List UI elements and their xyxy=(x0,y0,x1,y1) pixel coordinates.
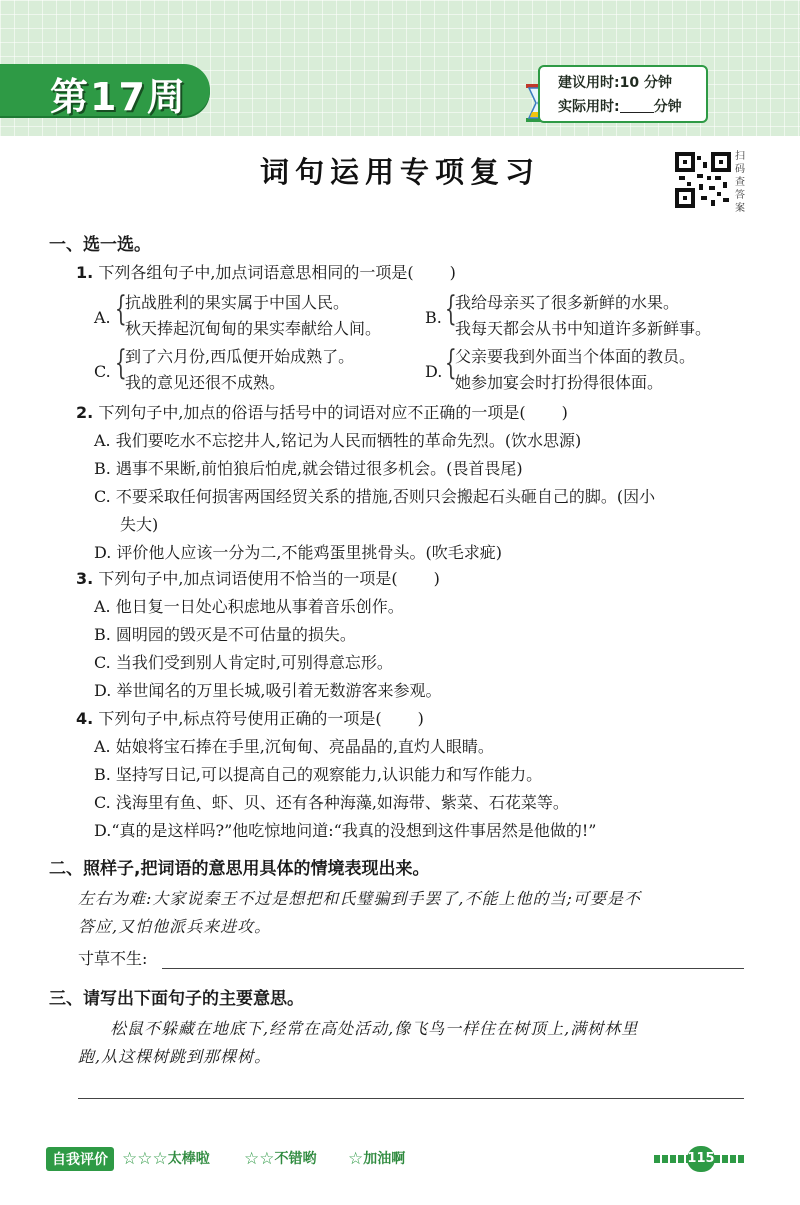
q2-option-a: A. 我们要吃水不忘挖井人,铭记为人民而牺牲的革命先烈。(饮水思源) xyxy=(94,431,582,450)
q1-option-a-2: 秋天捧起沉甸甸的果实奉献给人间。 xyxy=(125,319,382,338)
q3-stem: 3. 下列句子中,加点词语使用不恰当的一项是( ) xyxy=(76,569,440,588)
section2-heading: 二、照样子,把词语的意思用具体的情境表现出来。 xyxy=(49,859,430,879)
page-bar-left xyxy=(654,1155,688,1163)
q1-option-b-1: 我给母亲买了很多新鲜的水果。 xyxy=(455,293,680,312)
q2-option-c-cont: 失大) xyxy=(120,515,159,534)
section2-prompt: 寸草不生: xyxy=(78,949,148,968)
section3-heading: 三、请写出下面句子的主要意思。 xyxy=(49,989,304,1009)
self-eval-label: 自我评价 xyxy=(46,1147,114,1171)
suggested-time: 建议用时:10 分钟 xyxy=(558,75,672,91)
section2-answer-line[interactable] xyxy=(162,968,744,969)
q1-option-c-letter: C. xyxy=(94,362,111,381)
q2-option-b: B. 遇事不果断,前怕狼后怕虎,就会错过很多机会。(畏首畏尾) xyxy=(94,459,523,478)
page-number: 115 xyxy=(687,1146,715,1172)
q1-option-d-2: 她参加宴会时打扮得很体面。 xyxy=(455,373,664,392)
timer-box xyxy=(538,65,708,123)
star-icon: ☆☆☆ xyxy=(122,1149,168,1169)
q3-option-c: C. 当我们受到别人肯定时,可别得意忘形。 xyxy=(94,653,393,672)
section2-example-2: 答应,又怕他派兵来进攻。 xyxy=(78,917,272,936)
section3-answer-line[interactable] xyxy=(78,1098,744,1099)
brace-b: { xyxy=(444,289,457,329)
q3-option-b: B. 圆明园的毁灭是不可估量的损失。 xyxy=(94,625,356,644)
qr-label: 扫码查答案 xyxy=(735,151,745,214)
q2-stem: 2. 下列句子中,加点的俗语与括号中的词语对应不正确的一项是( ) xyxy=(76,403,568,422)
q3-option-a: A. 他日复一日处心积虑地从事着音乐创作。 xyxy=(94,597,404,616)
brace-d: { xyxy=(444,343,457,383)
actual-time: 实际用时: 分钟 xyxy=(558,99,682,115)
q3-option-d: D. 举世闻名的万里长城,吸引着无数游客来参观。 xyxy=(94,681,442,700)
q1-option-a-letter: A. xyxy=(94,308,111,327)
q4-option-b: B. 坚持写日记,可以提高自己的观察能力,认识能力和写作能力。 xyxy=(94,765,543,784)
q1-option-d-1: 父亲要我到外面当个体面的教员。 xyxy=(455,347,696,366)
q1-option-c-1: 到了六月份,西瓜便开始成熟了。 xyxy=(125,347,355,366)
qr-code-icon[interactable] xyxy=(675,152,731,208)
star-icon: ☆ xyxy=(348,1149,364,1169)
q1-option-a-1: 抗战胜利的果实属于中国人民。 xyxy=(125,293,350,312)
q1-stem: 1. 下列各组句子中,加点词语意思相同的一项是( ) xyxy=(76,263,456,282)
page-bar-right xyxy=(714,1155,744,1163)
brace-a: { xyxy=(114,289,127,329)
rating-good[interactable]: ☆☆不错哟 xyxy=(244,1149,317,1169)
q4-stem: 4. 下列句子中,标点符号使用正确的一项是( ) xyxy=(76,709,424,728)
q1-option-b-letter: B. xyxy=(425,308,442,327)
q4-option-a: A. 姑娘将宝石捧在手里,沉甸甸、亮晶晶的,直灼人眼睛。 xyxy=(94,737,494,756)
q2-option-c: C. 不要采取任何损害两国经贸关系的措施,否则只会搬起石头砸自己的脚。(因小 xyxy=(94,487,656,506)
q1-option-b-2: 我每天都会从书中知道许多新鲜事。 xyxy=(455,319,712,338)
week-label: 第17周 xyxy=(50,75,187,119)
section3-sentence-1: 松鼠不躲藏在地底下,经常在高处活动,像飞鸟一样住在树顶上,满树林里 xyxy=(110,1019,639,1038)
rating-keep-going[interactable]: ☆加油啊 xyxy=(348,1149,406,1169)
q4-option-d: D.“真的是这样吗?”他吃惊地问道:“我真的没想到这件事居然是他做的!” xyxy=(94,821,597,840)
q2-option-d: D. 评价他人应该一分为二,不能鸡蛋里挑骨头。(吹毛求疵) xyxy=(94,543,503,562)
page-number-badge xyxy=(654,1146,744,1172)
star-icon: ☆☆ xyxy=(244,1149,275,1169)
q1-option-c-2: 我的意见还很不成熟。 xyxy=(125,373,286,392)
section3-sentence-2: 跑,从这棵树跳到那棵树。 xyxy=(78,1047,272,1066)
q1-option-d-letter: D. xyxy=(425,362,443,381)
section2-example-1: 左右为难:大家说秦王不过是想把和氏璧骗到手罢了,不能上他的当;可要是不 xyxy=(78,889,641,908)
page-title: 词句运用专项复习 xyxy=(259,155,540,189)
brace-c: { xyxy=(114,343,127,383)
q4-option-c: C. 浅海里有鱼、虾、贝、还有各种海藻,如海带、紫菜、石花菜等。 xyxy=(94,793,569,812)
actual-time-blank[interactable] xyxy=(620,98,654,113)
section1-heading: 一、选一选。 xyxy=(49,235,151,255)
rating-great[interactable]: ☆☆☆太棒啦 xyxy=(122,1149,210,1169)
